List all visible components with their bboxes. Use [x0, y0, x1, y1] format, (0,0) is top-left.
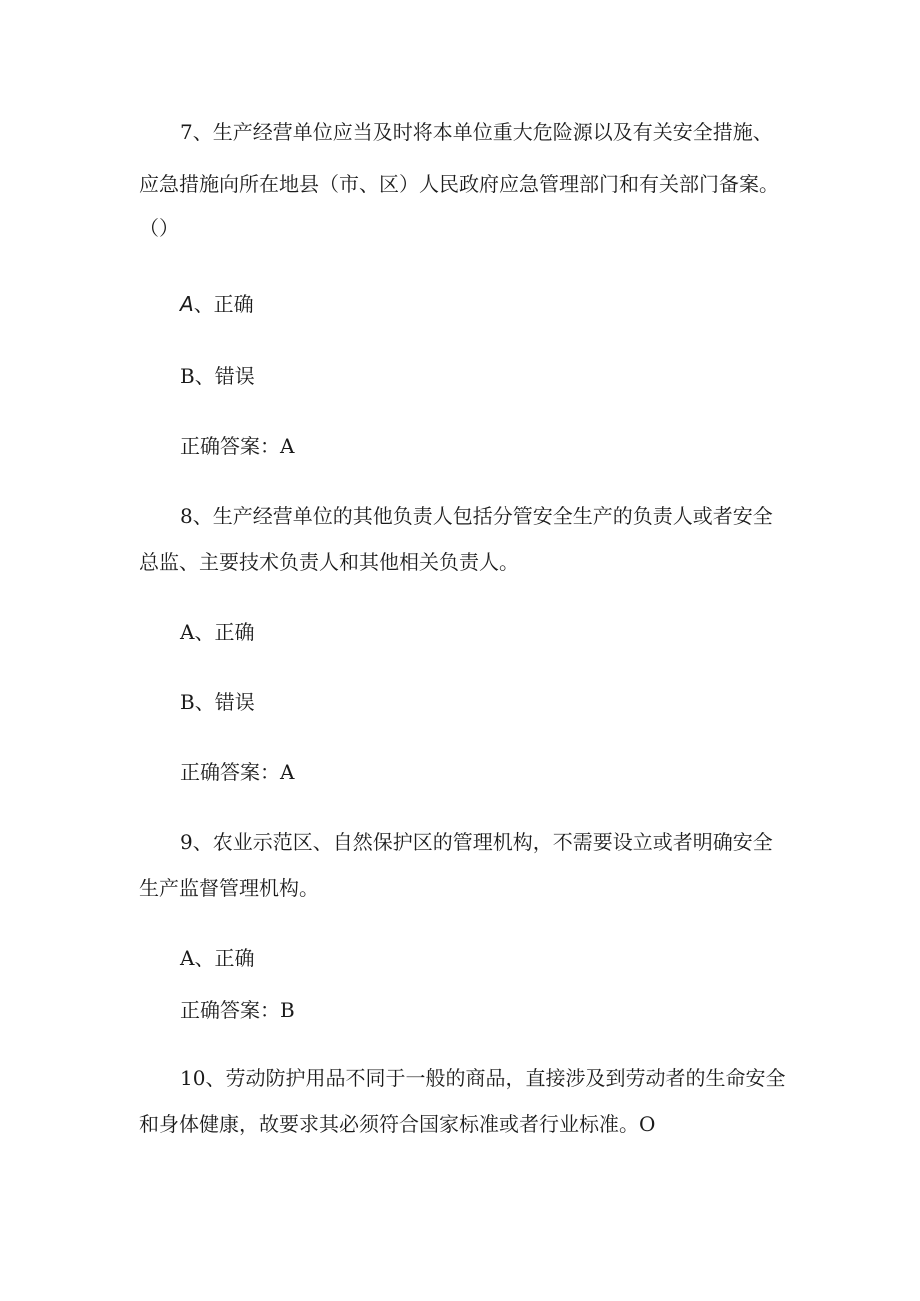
option-letter: B — [180, 364, 195, 388]
option-letter: A — [180, 946, 195, 970]
question-8-line-2: 总监、主要技术负责人和其他相关负责人。 — [139, 550, 519, 574]
question-8-option-b — [180, 692, 255, 712]
question-10-line-2: 和身体健康，故要求其必须符合国家标准或者行业标准。O — [139, 1112, 656, 1136]
question-7-answer: 正确答案：A — [180, 434, 295, 458]
question-7-option-a — [180, 294, 254, 314]
question-9-line-1: 9、农业示范区、自然保护区的管理机构，不需要设立或者明确安全 — [180, 830, 773, 854]
question-8-line-1: 8、生产经营单位的其他负责人包括分管安全生产的负责人或者安全 — [180, 504, 773, 528]
question-9-option-a — [180, 948, 254, 968]
question-7-line-1: 7、生产经营单位应当及时将本单位重大危险源以及有关安全措施、 — [180, 120, 773, 144]
option-text: 、错误 — [194, 690, 255, 714]
option-text: 、正确 — [193, 292, 254, 316]
option-letter: B — [180, 690, 195, 714]
question-10-line-1: 10、劳动防护用品不同于一般的商品，直接涉及到劳动者的生命安全 — [180, 1066, 786, 1090]
question-7-line-2: 应急措施向所在地县（市、区）人民政府应急管理部门和有关部门备案。 — [139, 172, 779, 196]
option-letter: A — [180, 620, 195, 644]
question-7-option-b — [180, 366, 255, 386]
question-8-answer: 正确答案：A — [180, 760, 295, 784]
option-text: 、正确 — [194, 946, 255, 970]
question-7-line-3: （） — [139, 216, 179, 240]
question-9-answer: 正确答案：B — [180, 998, 295, 1022]
option-text: 、正确 — [194, 620, 255, 644]
option-text: 、错误 — [194, 364, 255, 388]
question-8-option-a — [180, 622, 254, 642]
option-letter: A — [180, 292, 194, 316]
question-9-line-2: 生产监督管理机构。 — [139, 876, 319, 900]
